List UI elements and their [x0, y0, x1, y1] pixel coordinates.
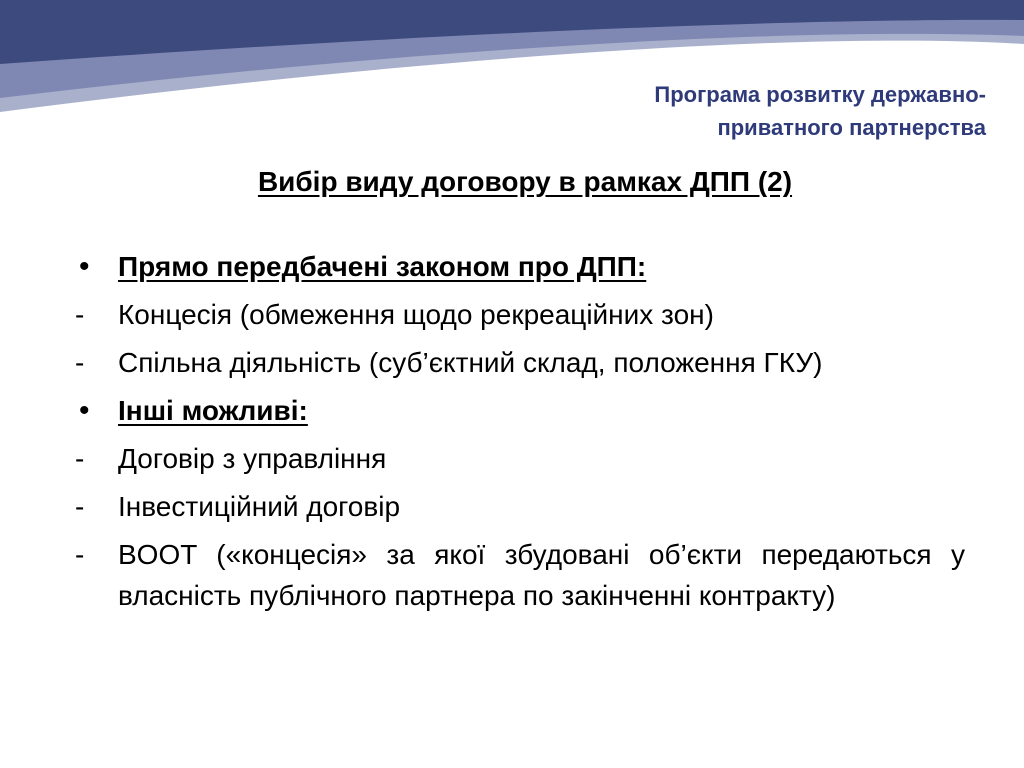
slide-title: Вибір виду договору в рамках ДПП (2)	[257, 166, 793, 197]
list-item-boot	[75, 534, 965, 616]
list-text-boot: BOOT («концесія» за якої збудовані об’єкти передаються у власність публічного партнера по закінченні контракту)	[118, 539, 965, 611]
bullet-marker: •	[79, 250, 90, 283]
list-item-joint-activity	[75, 342, 965, 383]
list-item-concession	[75, 294, 965, 335]
list-text-joint-activity: Спільна діяльність (суб’єктний склад, положення ГКУ)	[118, 347, 823, 378]
list-heading-other-possible: Інші можливі:	[118, 395, 308, 426]
list-text-management-contract: Договір з управління	[118, 443, 387, 474]
program-title-line-2: приватного партнерства	[717, 115, 986, 140]
list-item-management-contract	[75, 438, 965, 479]
program-title	[466, 78, 986, 144]
list-item-other-possible	[75, 390, 965, 431]
list-item-investment-contract	[75, 486, 965, 527]
dash-marker: -	[75, 347, 85, 378]
list-heading-law-provided: Прямо передбачені законом про ДПП:	[118, 251, 647, 282]
dash-marker: -	[75, 443, 85, 474]
dash-marker: -	[75, 491, 85, 522]
bullet-marker: •	[79, 394, 90, 427]
list-text-investment-contract: Інвестиційний договір	[118, 491, 401, 522]
program-title-line-1: Програма розвитку державно-	[654, 82, 986, 107]
dash-marker: -	[75, 539, 85, 570]
contract-type-list	[75, 246, 965, 623]
list-text-concession: Концесія (обмеження щодо рекреаційних зон)	[118, 299, 714, 330]
list-item-law-provided	[75, 246, 965, 287]
dash-marker: -	[75, 299, 85, 330]
